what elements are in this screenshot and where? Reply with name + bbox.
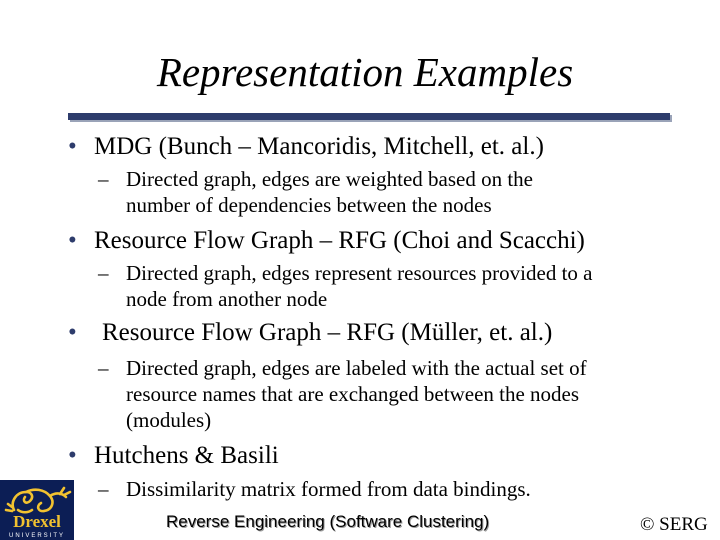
bullet-text: Resource Flow Graph – RFG (Choi and Scacchi) (94, 227, 585, 254)
logo-subtitle: UNIVERSITY (8, 533, 66, 539)
sub-bullet-line: resource names that are exchanged between the nodes (126, 382, 580, 406)
bullet-dot: • (68, 442, 77, 469)
footer-title: Reverse Engineering (Software Clustering) (166, 512, 490, 531)
bullet-dot: • (68, 319, 77, 346)
sub-bullet-dash: – (98, 356, 109, 380)
sub-bullet-line: Directed graph, edges represent resources provided to a (126, 261, 593, 285)
sub-bullet-line: Directed graph, edges are weighted based on the (126, 167, 533, 191)
logo-wordmark: Drexel (13, 512, 61, 531)
dragon-icon (6, 488, 70, 512)
sub-bullet-line: node from another node (126, 287, 328, 311)
bullet-text: Hutchens & Basili (94, 442, 279, 469)
sub-bullet-line: Directed graph, edges are labeled with the actual set of (126, 356, 587, 380)
sub-bullet-line: Dissimilarity matrix formed from data bindings. (126, 477, 531, 501)
bullet-text: MDG (Bunch – Mancoridis, Mitchell, et. al.) (94, 133, 544, 160)
drexel-logo (0, 480, 74, 540)
sub-bullet-line: number of dependencies between the nodes (126, 193, 492, 217)
bullet-dot: • (68, 133, 77, 160)
bullet-dot: • (68, 227, 77, 254)
slide-title: Representation Examples (156, 49, 574, 95)
sub-bullet-dash: – (98, 477, 109, 501)
title-underline (68, 113, 670, 120)
sub-bullet-line: (modules) (126, 408, 212, 432)
footer-copyright: © SERG (640, 514, 708, 535)
sub-bullet-dash: – (98, 167, 109, 191)
sub-bullet-dash: – (98, 261, 109, 285)
bullet-text: Resource Flow Graph – RFG (Müller, et. al.) (102, 319, 553, 346)
